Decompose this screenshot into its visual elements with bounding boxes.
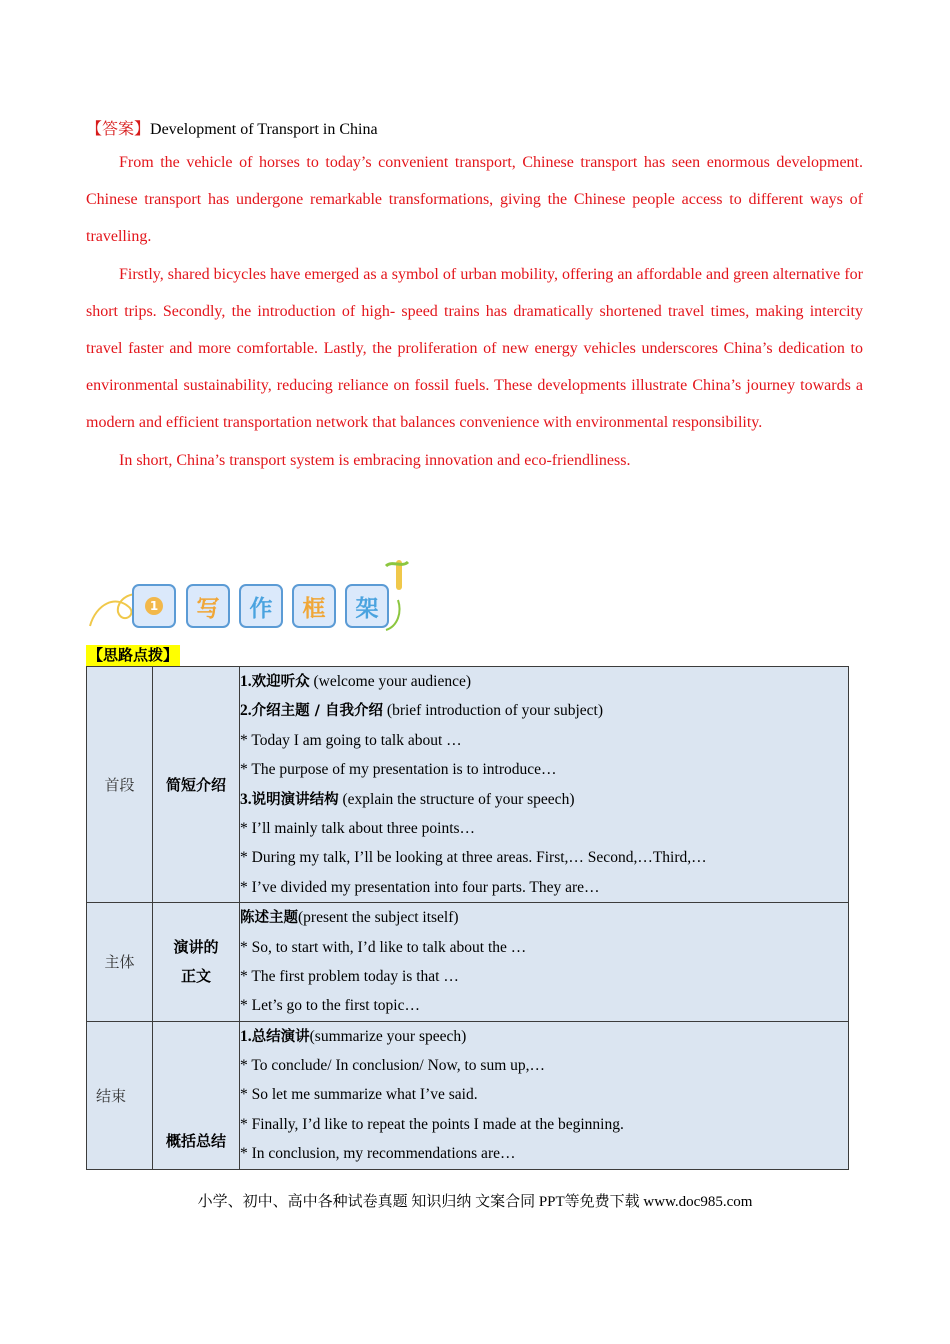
body-label-line-1: 演讲的 xyxy=(173,937,219,956)
tips-label: 【思路点拨】 xyxy=(88,646,179,664)
label-cell-end: 概括总结 xyxy=(153,1021,240,1169)
banner-tile-2: 作 xyxy=(239,584,283,628)
banner-tile-4: 架 xyxy=(345,584,389,628)
speech-framework-table xyxy=(86,666,849,1170)
label-cell-intro: 简短介绍 xyxy=(153,667,240,903)
body-line-3: * The first problem today is that … xyxy=(240,967,459,985)
intro-line-4: * The purpose of my presentation is to introduce… xyxy=(240,761,557,779)
end-line-5: * In conclusion, my recommendations are… xyxy=(240,1145,516,1163)
banner-tile-1: 写 xyxy=(186,584,230,628)
table-row-end xyxy=(87,1021,849,1169)
essay-paragraph-2: Firstly, shared bicycles have emerged as a symbol of urban mobility, offering an affordable and green alternative for short trips. Secondly, the introduction of high- speed trains has dramatically shortened travel times, making intercity travel faster and more comfortable. Lastly, the proliferation of new energy vehicles underscores China’s dedication to environmental sustainability, reducing reliance on fossil fuels. These developments illustrate China’s journey towards a modern and efficient transportation network that balances convenience with environmental responsibility. xyxy=(86,265,863,432)
content-cell-end xyxy=(240,1021,849,1169)
body-label-line-2: 正文 xyxy=(180,966,211,985)
intro-line-1: 1.欢迎听众 (welcome your audience) xyxy=(240,673,472,690)
end-line-4: * Finally, I’d like to repeat the points I made at the beginning. xyxy=(240,1115,624,1133)
answer-bracket: 【答案】 xyxy=(86,121,151,138)
section-cell-end: 结束 xyxy=(87,1021,153,1169)
essay-paragraph-1: From the vehicle of horses to today’s convenient transport, Chinese transport has seen enormous development. Chinese transport has undergone remarkable transformations, giving the Chinese people access to different ways of travelling. xyxy=(86,154,863,246)
end-line-3: * So let me summarize what I’ve said. xyxy=(240,1086,478,1104)
intro-line-6: * I’ll mainly talk about three points… xyxy=(240,819,476,837)
banner-number-tile xyxy=(132,584,176,628)
end-line-1: 1.总结演讲(summarize your speech) xyxy=(240,1027,467,1045)
body-line-4: * Let’s go to the first topic… xyxy=(240,997,420,1015)
essay-title: Development of Transport in China xyxy=(150,121,378,138)
content-cell-body xyxy=(240,903,849,1022)
body-line-2: * So, to start with, I’d like to talk about the … xyxy=(240,938,527,956)
content-cell-intro xyxy=(240,667,849,903)
answer-heading xyxy=(86,116,378,139)
label-cell-body xyxy=(153,903,240,1022)
intro-line-2: 2.介绍主题 / 自我介绍 (brief introduction of your subject) xyxy=(240,702,603,720)
intro-line-7: * During my talk, I’ll be looking at three areas. First,… Second,…Third,… xyxy=(240,849,707,867)
essay-paragraph-3: In short, China’s transport system is embracing innovation and eco-friendliness. xyxy=(119,451,631,469)
section-cell-body: 主体 xyxy=(87,903,153,1022)
intro-line-3: * Today I am going to talk about … xyxy=(240,731,462,749)
body-line-1: 陈述主题(present the subject itself) xyxy=(240,909,459,927)
table-row-intro xyxy=(87,667,849,903)
end-line-2: * To conclude/ In conclusion/ Now, to sum up,… xyxy=(240,1057,546,1075)
page-footer: 小学、初中、高中各种试卷真题 知识归纳 文案合同 PPT等免费下载 www.doc985.com xyxy=(197,1194,753,1210)
banner-tile-3: 框 xyxy=(292,584,336,628)
writing-framework-banner xyxy=(86,552,416,634)
banner-number: 1 xyxy=(145,597,163,615)
table-row-body xyxy=(87,903,849,1022)
intro-line-5: 3.说明演讲结构 (explain the structure of your speech) xyxy=(240,790,575,808)
intro-line-8: * I’ve divided my presentation into four parts. They are… xyxy=(240,878,600,896)
essay-body xyxy=(86,144,863,479)
section-cell-intro: 首段 xyxy=(87,667,153,903)
